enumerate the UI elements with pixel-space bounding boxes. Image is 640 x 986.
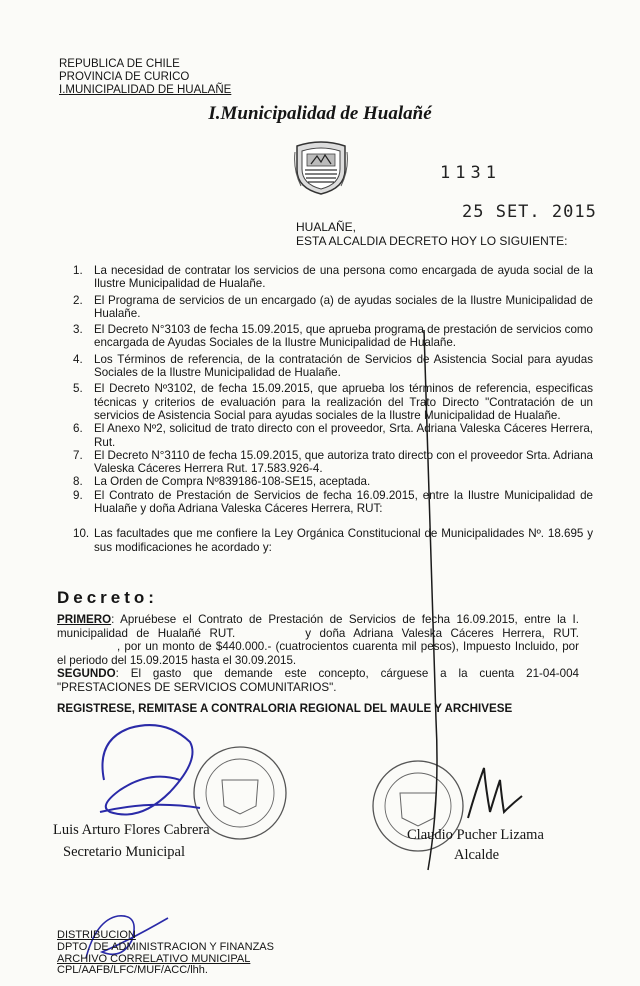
item-text: Los Términos de referencia, de la contratación de Servicios de Asistencia Social para ayudas Sociales de la Ilustre Municipalidad de Hualañe. — [94, 352, 593, 380]
list-item — [73, 264, 593, 291]
left-signature-icon — [100, 725, 200, 814]
item-text: La Orden de Compra Nº839186-108-SE15, aceptada. — [94, 475, 371, 489]
right-signature-icon — [468, 768, 522, 818]
item-number: 6. — [73, 422, 83, 436]
intro-statement: ESTA ALCALDIA DECRETO HOY LO SIGUIENTE: — [296, 234, 568, 248]
item-number: 4. — [73, 352, 83, 366]
distribution-line: ARCHIVO CORRELATIVO MUNICIPAL — [57, 952, 251, 965]
item-text: El Decreto N°3110 de fecha 15.09.2015, que autoriza trato directo con el proveedor Srta. Adriana Valeska Cáceres Herrera Rut. 17.583.926-4. — [94, 448, 593, 476]
header-line-municipality: I.MUNICIPALIDAD DE HUALAÑE — [59, 84, 232, 96]
segundo-label: SEGUNDO — [57, 667, 116, 680]
distribution-block — [57, 930, 274, 977]
item-text: El Anexo Nº2, solicitud de trato directo con el proveedor, Srta. Adriana Valeska Cáceres Herrera, Rut. — [94, 422, 593, 449]
municipality-title: I.Municipalidad de Hualañé — [208, 103, 432, 124]
primero-paragraph — [57, 613, 579, 667]
left-signatory-role: Secretario Municipal — [63, 844, 185, 860]
registrese-line: REGISTRESE, REMITASE A CONTRALORIA REGIONAL DEL MAULE Y ARCHIVESE — [57, 702, 513, 715]
item-text: El Programa de servicios de un encargado (a) de ayudas sociales de la Ilustre Municipalidad de Hualañe. — [94, 293, 593, 320]
segundo-paragraph — [57, 667, 579, 694]
item-number: 3. — [73, 323, 83, 337]
list-item — [73, 489, 593, 516]
item-text: El Contrato de Prestación de Servicios de fecha 16.09.2015, entre la Ilustre Municipalidad de Hualañe y doña Adriana Valeska Cáceres Herrera, RUT: — [94, 488, 593, 516]
item-number: 5. — [73, 382, 83, 396]
item-text: El Decreto N°3103 de fecha 15.09.2015, que aprueba programa de prestación de servicios como encargada de Ayudas Sociales de la Ilustre Municipalidad de Hualañe. — [94, 323, 593, 350]
decreto-heading: Decreto: — [57, 588, 158, 607]
list-item — [73, 353, 593, 380]
right-signatory-name: Claudio Pucher Lizama — [407, 827, 544, 843]
primero-text-1: : Apruébese el Contrato de Prestación de Servicios de fecha 16.09.2015, entre la I. municipalidad de Hualañé RUT. — [57, 613, 579, 640]
item-number: 10. — [73, 527, 90, 541]
primero-text-3: , por un monto de $440.000.- (cuatrocientos cuarenta mil pesos), Impuesto Incluido, por el periodo del 15.09.2015 hasta el 30.09.2015. — [57, 640, 579, 667]
decree-date-stamp: 25 SET. 2015 — [462, 202, 597, 222]
header-line-republic: REPUBLICA DE CHILE — [59, 58, 180, 70]
distribution-line: DPTO. DE ADMINISTRACION Y FINANZAS — [57, 940, 274, 953]
item-text: La necesidad de contratar los servicios de una persona como encargada de ayuda social de la Ilustre Municipalidad de Hualañe. — [94, 264, 593, 291]
header-line-province: PROVINCIA DE CURICO — [59, 71, 190, 83]
primero-label: PRIMERO — [57, 613, 112, 626]
list-item — [73, 294, 593, 321]
item-number: 8. — [73, 475, 83, 489]
distribution-label: DISTRIBUCION — [57, 929, 136, 941]
intro-place: HUALAÑE, — [296, 220, 357, 234]
considerandos-list — [73, 264, 593, 557]
list-item — [73, 323, 593, 350]
list-item — [73, 382, 593, 422]
decree-number-stamp: 1131 — [440, 163, 501, 183]
coat-of-arms-icon — [293, 140, 349, 196]
left-signatory-name: Luis Arturo Flores Cabrera — [53, 822, 210, 838]
item-number: 2. — [73, 293, 83, 307]
segundo-text: : El gasto que demande este concepto, cárguese a la cuenta 21-04-004 "PRESTACIONES DE SERVICIOS COMUNITARIOS". — [57, 667, 579, 694]
right-signatory-role: Alcalde — [454, 847, 500, 863]
item-number: 7. — [73, 448, 83, 462]
item-number: 9. — [73, 488, 83, 502]
item-text: Las facultades que me confiere la Ley Orgánica Constitucional de Municipalidades Nº. 18.695 y sus modificaciones he acordado y: — [94, 527, 593, 554]
list-item — [73, 422, 593, 449]
item-text: El Decreto Nº3102, de fecha 15.09.2015, que aprueba los términos de referencia, especificas técnicas y criterios de evaluación para la realización del Trato Directo "Contratación de un servicios de Asistencia Social para ayudas sociales de la Ilustre Municipalidad de Hualañe. — [94, 382, 593, 422]
decree-intro — [296, 220, 567, 248]
item-number: 1. — [73, 264, 83, 277]
decreto-body — [57, 613, 579, 694]
document-header — [59, 58, 231, 97]
list-item — [73, 527, 593, 554]
distribution-line: CPL/AAFB/LFC/MUF/ACC/lhh. — [57, 964, 208, 977]
list-item — [73, 475, 593, 488]
list-item — [73, 449, 593, 476]
primero-text-2: y doña Adriana Valeska Cáceres Herrera, RUT. — [305, 626, 580, 640]
